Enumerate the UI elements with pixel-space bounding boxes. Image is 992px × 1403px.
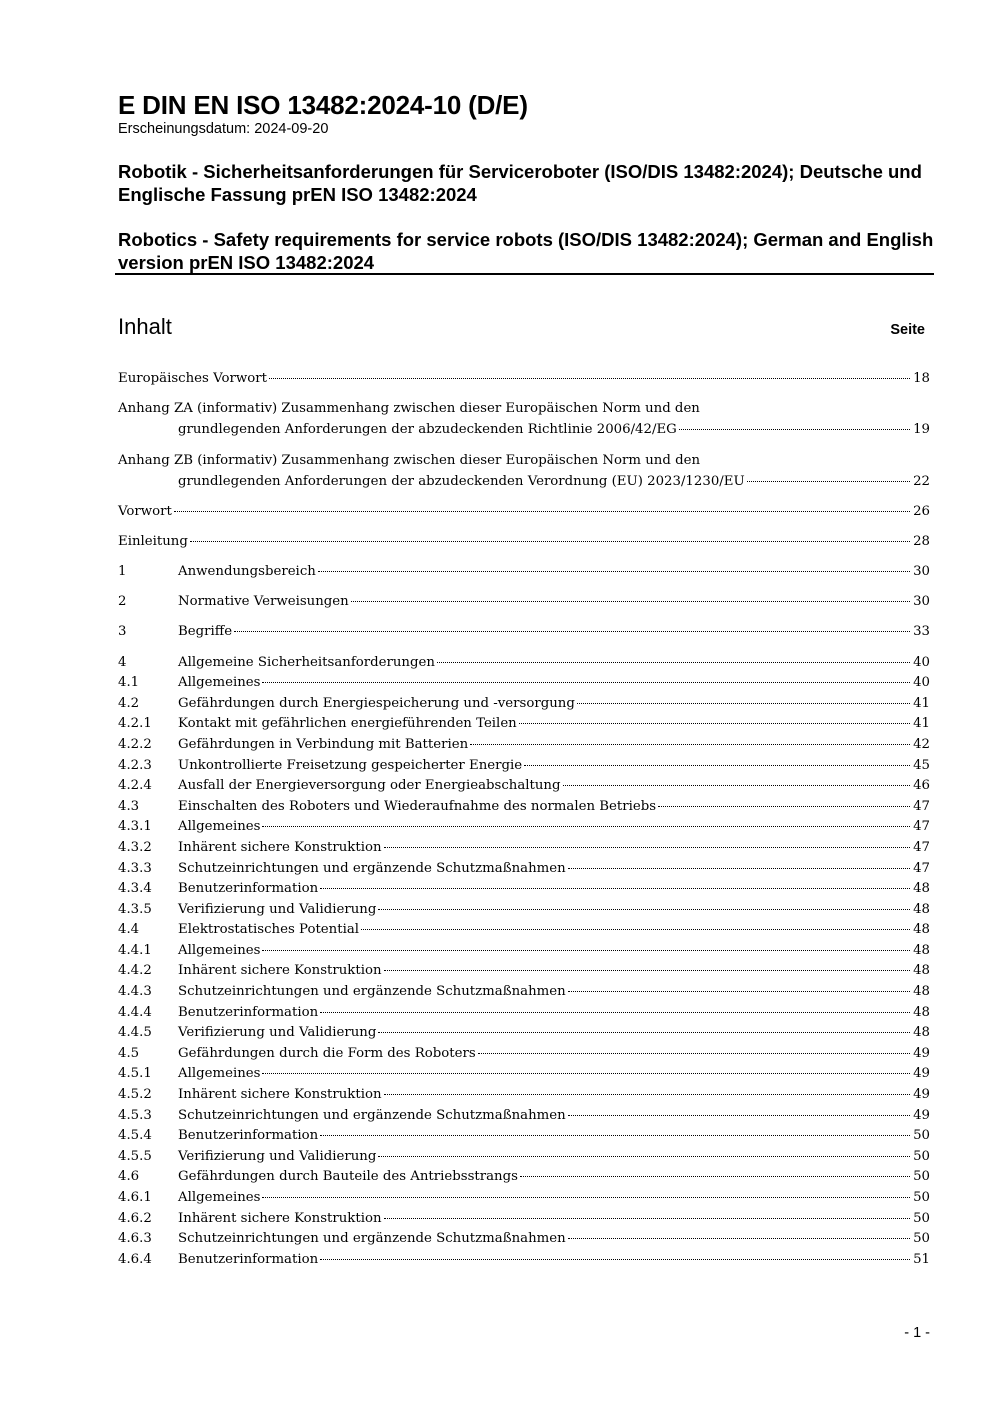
toc-entry-title: Inhärent sichere Konstruktion xyxy=(178,1087,382,1103)
dot-leader xyxy=(747,481,910,482)
toc-entry[interactable] xyxy=(118,737,930,758)
toc-entry-page: 19 xyxy=(913,422,930,438)
toc-entry-title: Inhärent sichere Konstruktion xyxy=(178,839,382,855)
toc-entry[interactable] xyxy=(118,943,930,964)
dot-leader xyxy=(174,511,910,512)
toc-entry-page: 42 xyxy=(913,736,930,752)
toc-entry-number: 4.5.4 xyxy=(118,1128,152,1144)
toc-entry-title: Elektrostatisches Potential xyxy=(178,922,360,938)
toc-entry-title: Normative Verweisungen xyxy=(178,594,349,610)
toc-entry-number: 3 xyxy=(118,624,127,640)
toc-entry-number: 2 xyxy=(118,594,127,610)
toc-entry[interactable] xyxy=(118,1046,930,1067)
toc-entry-number: 4.1 xyxy=(118,675,140,691)
title-english: Robotics - Safety requirements for service robots (ISO/DIS 13482:2024); German and English version prEN ISO 13482:2024 xyxy=(118,229,934,273)
toc-entry-title: Schutzeinrichtungen und ergänzende Schutzmaßnahmen xyxy=(178,984,566,1000)
toc-entry[interactable] xyxy=(118,1005,930,1026)
toc-entry[interactable] xyxy=(118,716,930,737)
toc-entry-title: Benutzerinformation xyxy=(178,881,319,897)
toc-entry-number: 4.3.3 xyxy=(118,860,152,876)
toc-entry-page: 48 xyxy=(913,881,930,897)
toc-entry-title: Allgemeines xyxy=(178,675,261,691)
toc-entry-page: 46 xyxy=(913,778,930,794)
toc-entry-number: 4.4.4 xyxy=(118,1004,152,1020)
toc-entry-number: 4.2.1 xyxy=(118,716,152,732)
toc-entry-number: 4.3 xyxy=(118,798,140,814)
toc-entry[interactable] xyxy=(118,902,930,923)
toc-entry-number: 4.2.4 xyxy=(118,778,152,794)
toc-entry-title: Gefährdungen durch Energiespeicherung und -versorgung xyxy=(178,695,575,711)
toc-entry-title: Inhärent sichere Konstruktion xyxy=(178,963,382,979)
dot-leader xyxy=(378,1156,910,1157)
toc-entry-page: 50 xyxy=(913,1190,930,1205)
toc-entry-title: Anhang ZB (informativ) Zusammenhang zwischen dieser Europäischen Norm und den xyxy=(118,452,701,468)
toc-entry[interactable] xyxy=(118,1211,930,1232)
toc-entry-title: Verifizierung und Validierung xyxy=(178,901,377,917)
toc-entry[interactable] xyxy=(118,534,930,555)
toc-entry-page: 47 xyxy=(913,860,930,876)
toc-entry-page: 48 xyxy=(913,901,930,917)
dot-leader xyxy=(519,723,910,724)
toc-entry-page: 47 xyxy=(913,819,930,835)
dot-leader xyxy=(520,1176,910,1177)
toc-entry[interactable] xyxy=(118,1231,930,1252)
toc-entry[interactable] xyxy=(118,861,930,882)
toc-entry[interactable] xyxy=(118,1169,930,1190)
dot-leader xyxy=(378,909,910,910)
toc-entry-title: Verifizierung und Validierung xyxy=(178,1025,377,1041)
toc-entry-number: 4.3.2 xyxy=(118,839,152,855)
toc-entry-title: Vorwort xyxy=(118,504,172,520)
toc-entry-number: 4.6 xyxy=(118,1169,140,1185)
dot-leader xyxy=(320,1012,910,1013)
dot-leader xyxy=(577,703,910,704)
dot-leader xyxy=(568,1115,910,1116)
toc-entry-title: Anwendungsbereich xyxy=(178,564,316,580)
toc-entry[interactable] xyxy=(118,778,930,799)
dot-leader xyxy=(478,1053,910,1054)
toc-entry-number: 4.3.4 xyxy=(118,881,152,897)
toc-entry-number: 4.5.5 xyxy=(118,1148,152,1164)
toc-entry-page: 22 xyxy=(913,473,930,489)
toc-entry-page: 50 xyxy=(913,1169,930,1185)
dot-leader xyxy=(262,826,910,827)
toc-entry-number: 4.6.2 xyxy=(118,1210,152,1226)
toc-entry-title: Benutzerinformation xyxy=(178,1128,319,1144)
toc-entry-number: 4.2 xyxy=(118,695,140,711)
toc-entry[interactable] xyxy=(118,819,930,840)
toc-entry-title-continued: grundlegenden Anforderungen der abzudeckenden Verordnung (EU) 2023/1230/EU xyxy=(178,473,745,489)
dot-leader xyxy=(320,888,910,889)
header-divider xyxy=(115,273,934,275)
document-id: E DIN EN ISO 13482:2024-10 (D/E) xyxy=(118,90,528,120)
toc-entry[interactable] xyxy=(118,1149,930,1170)
toc-entry-page: 41 xyxy=(913,716,930,732)
toc-entry[interactable] xyxy=(118,1025,930,1046)
dot-leader xyxy=(320,1259,910,1260)
toc-entry-title: Europäisches Vorwort xyxy=(118,371,267,386)
toc-entry-page: 49 xyxy=(913,1107,930,1123)
toc-entry[interactable] xyxy=(118,963,930,984)
toc-entry[interactable] xyxy=(118,564,930,585)
toc-entry-number: 4.5.1 xyxy=(118,1066,152,1082)
toc-entry[interactable] xyxy=(118,922,930,943)
toc-entry-title: Unkontrollierte Freisetzung gespeicherter Energie xyxy=(178,757,523,773)
toc-entry[interactable] xyxy=(118,1128,930,1149)
dot-leader xyxy=(234,631,910,632)
toc-entry-title: Gefährdungen durch die Form des Roboters xyxy=(178,1045,476,1061)
toc-entry-title: Kontakt mit gefährlichen energieführenden Teilen xyxy=(178,716,517,732)
toc-entry-title: Benutzerinformation xyxy=(178,1004,319,1020)
toc-entry[interactable] xyxy=(118,696,930,717)
toc-entry-title: Verifizierung und Validierung xyxy=(178,1148,377,1164)
toc-entry-number: 4 xyxy=(118,654,127,670)
dot-leader xyxy=(361,929,910,930)
toc-entry-page: 41 xyxy=(913,695,930,711)
toc-entry-page: 47 xyxy=(913,839,930,855)
dot-leader xyxy=(384,970,910,971)
toc-entry-page: 40 xyxy=(913,654,930,670)
toc-entry-page: 49 xyxy=(913,1045,930,1061)
toc-entry-number: 4.3.5 xyxy=(118,901,152,917)
toc-entry-title: Benutzerinformation xyxy=(178,1251,319,1267)
toc-entry-page: 48 xyxy=(913,922,930,938)
toc-entry[interactable] xyxy=(118,401,930,443)
dot-leader xyxy=(437,662,910,663)
toc-entry-title: Gefährdungen durch Bauteile des Antriebsstrangs xyxy=(178,1169,518,1185)
toc-entry[interactable] xyxy=(118,675,930,696)
toc-entry-title: Begriffe xyxy=(178,624,233,640)
dot-leader xyxy=(320,1135,910,1136)
toc-entry-page: 50 xyxy=(913,1148,930,1164)
toc-entry[interactable] xyxy=(118,984,930,1005)
toc-entry-number: 4.6.3 xyxy=(118,1231,152,1247)
toc-entry[interactable] xyxy=(118,1190,930,1211)
dot-leader xyxy=(384,1094,910,1095)
toc-entry-page: 50 xyxy=(913,1128,930,1144)
toc-entry-number: 1 xyxy=(118,564,127,580)
toc-entry[interactable] xyxy=(118,1087,930,1108)
toc-entry[interactable] xyxy=(118,594,930,615)
toc-entry-number: 4.2.3 xyxy=(118,757,152,773)
toc-entry-page: 28 xyxy=(913,534,930,550)
toc-entry-page: 49 xyxy=(913,1087,930,1103)
toc-entry-number: 4.6.1 xyxy=(118,1190,152,1205)
toc-entry-title: Allgemeine Sicherheitsanforderungen xyxy=(178,654,435,670)
toc-entry-title: Schutzeinrichtungen und ergänzende Schutzmaßnahmen xyxy=(178,1107,566,1123)
publication-date: Erscheinungsdatum: 2024-09-20 xyxy=(118,121,329,137)
toc-entry[interactable] xyxy=(118,453,930,495)
table-of-contents xyxy=(118,371,930,1272)
dot-leader xyxy=(679,429,910,430)
toc-entry-number: 4.5.3 xyxy=(118,1107,152,1123)
toc-entry-page: 33 xyxy=(913,624,930,640)
toc-heading: Inhalt xyxy=(118,314,172,339)
toc-entry-page: 48 xyxy=(913,1004,930,1020)
page-number: - 1 - xyxy=(904,1325,930,1341)
toc-page-column-heading: Seite xyxy=(890,322,925,338)
title-german: Robotik - Sicherheitsanforderungen für Serviceroboter (ISO/DIS 13482:2024); Deutsche und Englische Fassung prEN ISO 13482:2024 xyxy=(118,161,922,205)
toc-entry-title-continued: grundlegenden Anforderungen der abzudeckenden Richtlinie 2006/42/EG xyxy=(178,422,677,438)
toc-entry-page: 49 xyxy=(913,1066,930,1082)
toc-entry-page: 48 xyxy=(913,942,930,958)
toc-entry-title: Einleitung xyxy=(118,534,188,550)
dot-leader xyxy=(470,744,910,745)
toc-entry-page: 18 xyxy=(913,371,930,386)
toc-entry[interactable] xyxy=(118,504,930,525)
dot-leader xyxy=(568,991,910,992)
toc-entry-title: Allgemeines xyxy=(178,1066,261,1082)
toc-entry-title: Allgemeines xyxy=(178,1190,261,1205)
toc-entry-page: 30 xyxy=(913,564,930,580)
toc-entry-page: 26 xyxy=(913,504,930,520)
toc-entry-title: Allgemeines xyxy=(178,942,261,958)
dot-leader xyxy=(262,1073,910,1074)
toc-entry-title: Schutzeinrichtungen und ergänzende Schutzmaßnahmen xyxy=(178,1231,566,1247)
toc-entry-page: 47 xyxy=(913,798,930,814)
toc-entry-number: 4.4.1 xyxy=(118,942,152,958)
dot-leader xyxy=(658,806,910,807)
dot-leader xyxy=(318,571,910,572)
toc-entry-number: 4.5 xyxy=(118,1045,140,1061)
toc-entry-number: 4.4.3 xyxy=(118,984,152,1000)
toc-entry-page: 48 xyxy=(913,963,930,979)
toc-entry-page: 48 xyxy=(913,1025,930,1041)
toc-entry-title: Schutzeinrichtungen und ergänzende Schutzmaßnahmen xyxy=(178,860,566,876)
toc-entry-number: 4.5.2 xyxy=(118,1087,152,1103)
dot-leader xyxy=(262,682,910,683)
toc-entry-number: 4.4 xyxy=(118,922,140,938)
toc-entry[interactable] xyxy=(118,655,930,676)
dot-leader xyxy=(384,847,910,848)
toc-entry[interactable] xyxy=(118,758,930,779)
dot-leader xyxy=(563,785,911,786)
toc-entry-title: Anhang ZA (informativ) Zusammenhang zwischen dieser Europäischen Norm und den xyxy=(118,401,700,417)
toc-entry-number: 4.6.4 xyxy=(118,1251,152,1267)
dot-leader xyxy=(378,1032,910,1033)
dot-leader xyxy=(262,950,910,951)
toc-entry-page: 50 xyxy=(913,1231,930,1247)
toc-entry-page: 40 xyxy=(913,675,930,691)
dot-leader xyxy=(524,765,910,766)
toc-entry[interactable] xyxy=(118,1252,930,1273)
dot-leader xyxy=(384,1218,910,1219)
toc-entry-page: 51 xyxy=(913,1251,930,1267)
dot-leader xyxy=(190,541,910,542)
toc-entry-title: Inhärent sichere Konstruktion xyxy=(178,1210,382,1226)
dot-leader xyxy=(568,868,910,869)
toc-entry[interactable] xyxy=(118,371,930,392)
toc-entry-page: 48 xyxy=(913,984,930,1000)
toc-entry-number: 4.2.2 xyxy=(118,736,152,752)
toc-entry[interactable] xyxy=(118,1108,930,1129)
toc-entry-title: Ausfall der Energieversorgung oder Energieabschaltung xyxy=(178,778,561,794)
toc-entry[interactable] xyxy=(118,799,930,820)
toc-entry-title: Einschalten des Roboters und Wiederaufnahme des normalen Betriebs xyxy=(178,798,657,814)
toc-entry-page: 30 xyxy=(913,594,930,610)
toc-entry-title: Allgemeines xyxy=(178,819,261,835)
toc-entry-page: 45 xyxy=(913,757,930,773)
toc-entry-number: 4.4.2 xyxy=(118,963,152,979)
toc-entry-number: 4.4.5 xyxy=(118,1025,152,1041)
dot-leader xyxy=(568,1238,910,1239)
toc-entry-page: 50 xyxy=(913,1210,930,1226)
toc-entry-number: 4.3.1 xyxy=(118,819,152,835)
toc-entry[interactable] xyxy=(118,624,930,645)
toc-entry[interactable] xyxy=(118,840,930,861)
toc-entry[interactable] xyxy=(118,1066,930,1087)
dot-leader xyxy=(262,1197,910,1198)
toc-entry-title: Gefährdungen in Verbindung mit Batterien xyxy=(178,736,469,752)
dot-leader xyxy=(269,378,910,379)
toc-entry[interactable] xyxy=(118,881,930,902)
dot-leader xyxy=(351,601,910,602)
